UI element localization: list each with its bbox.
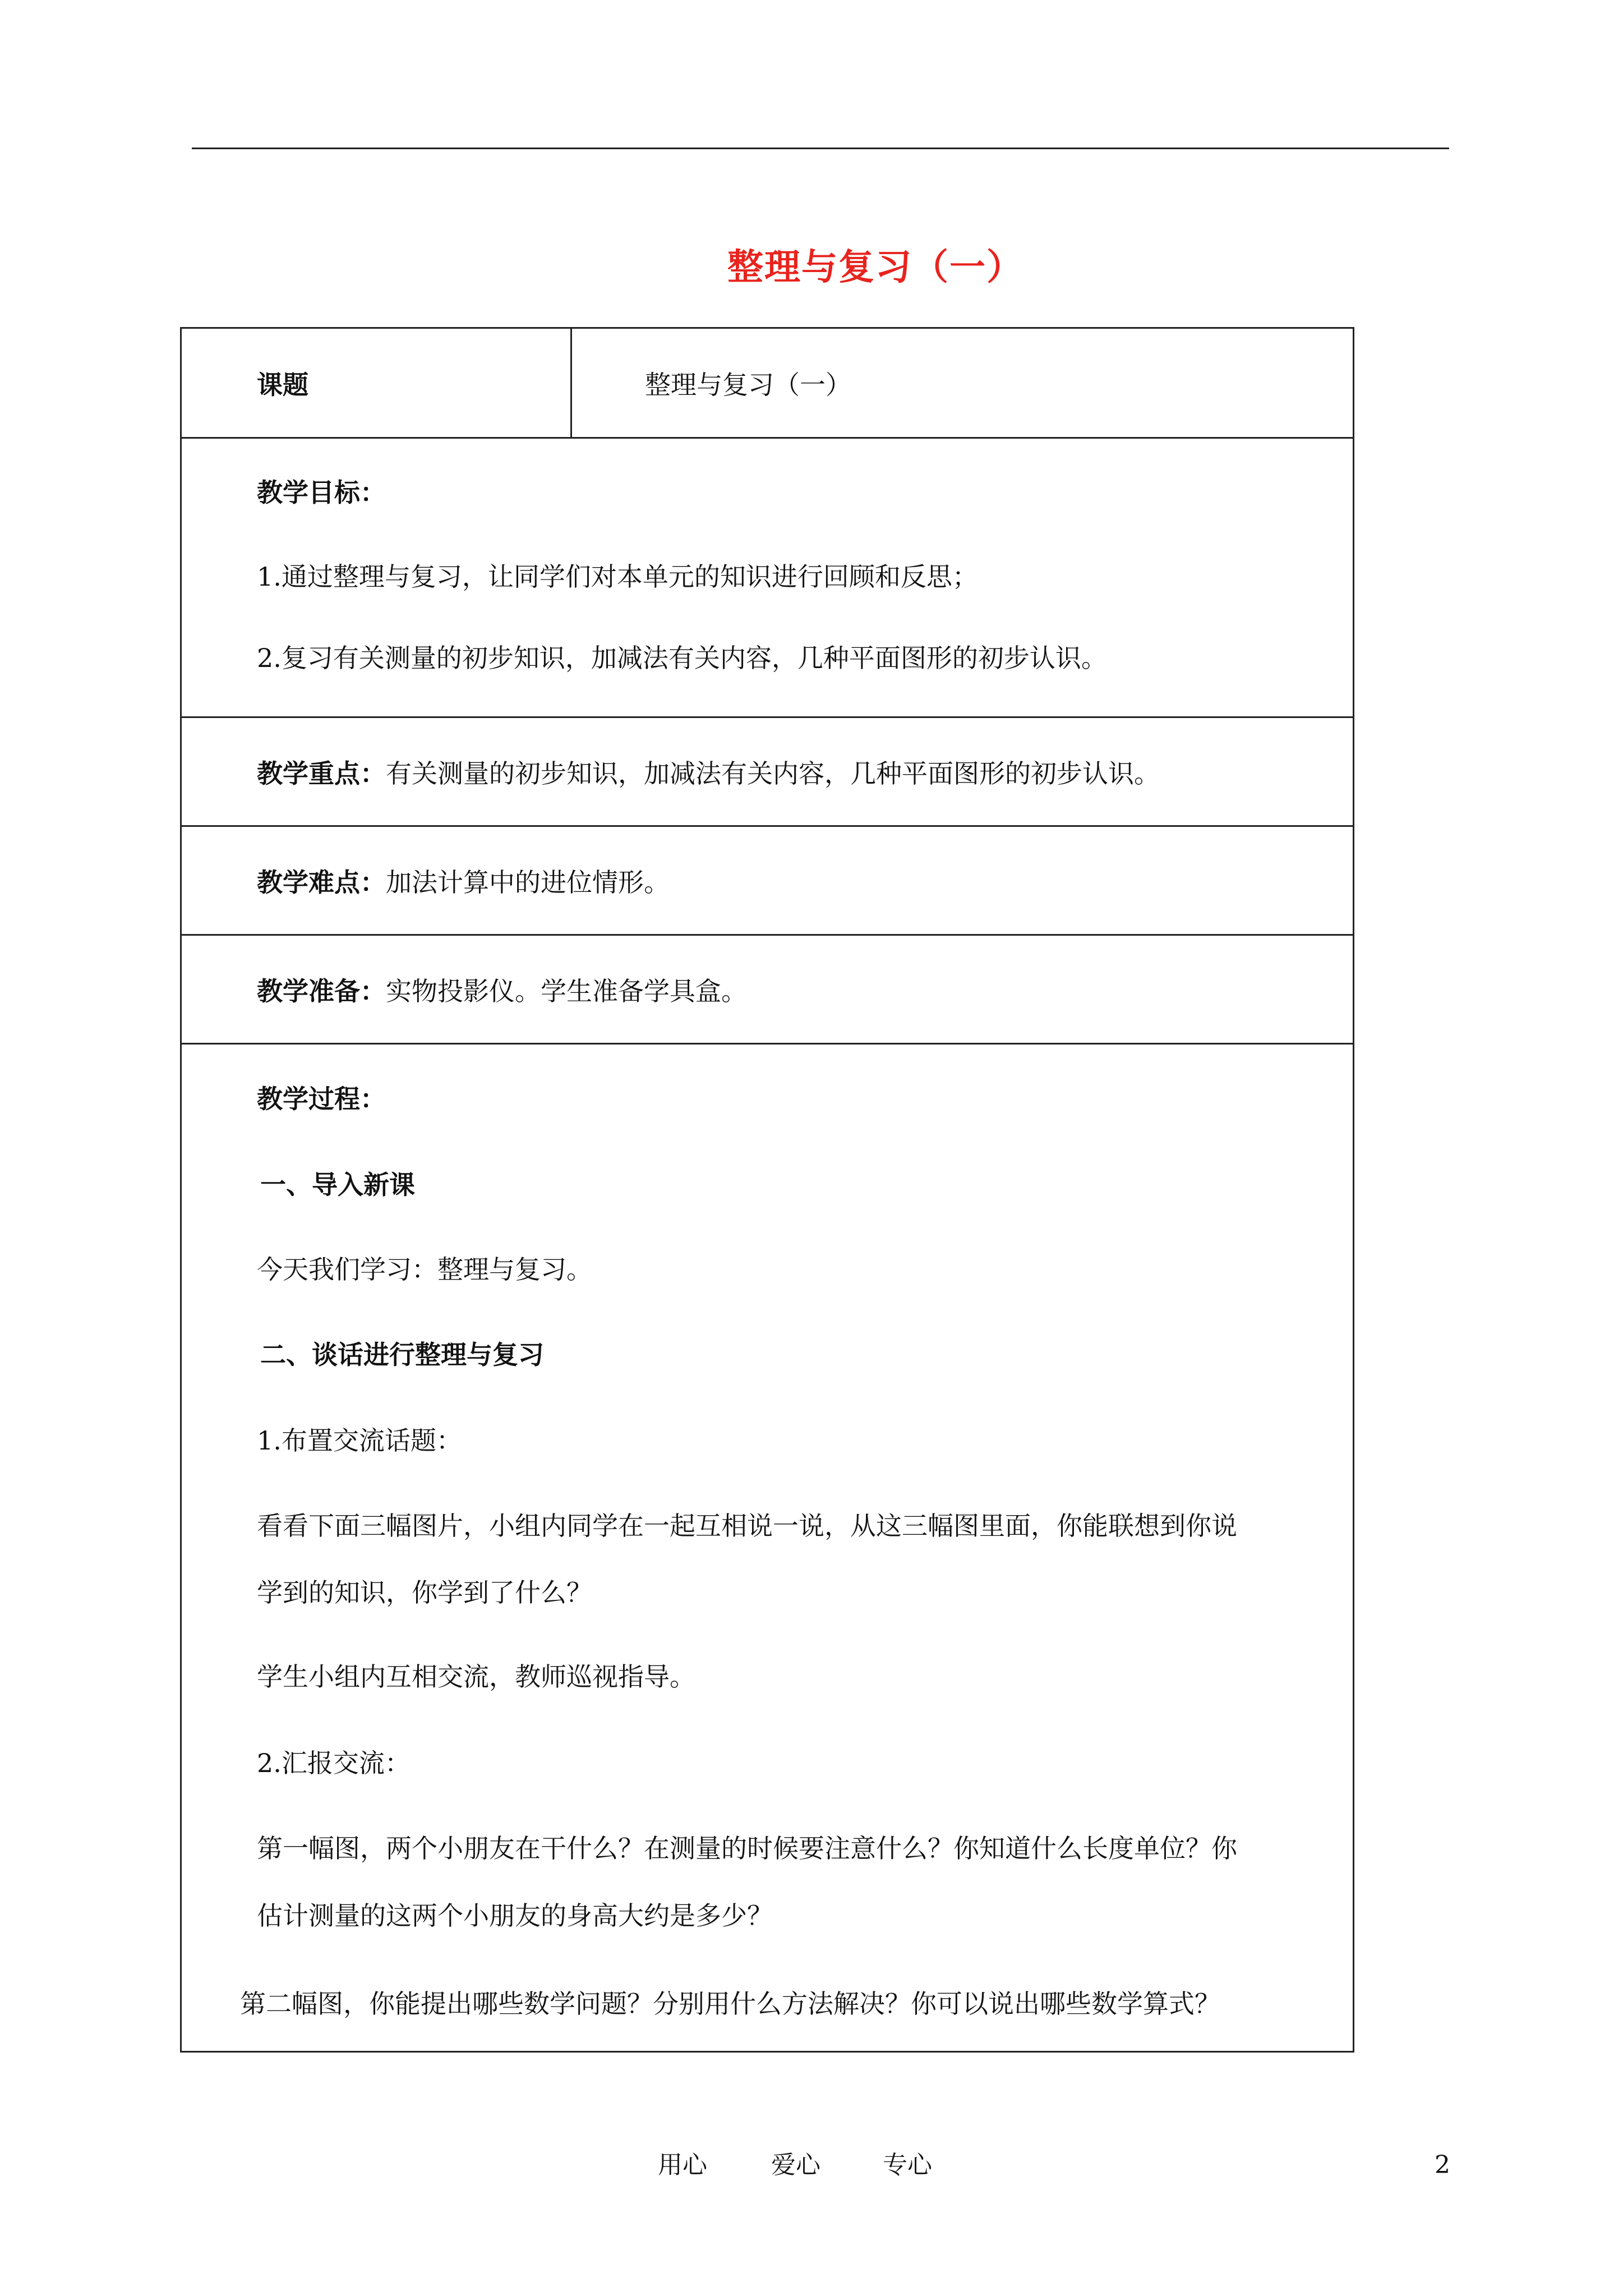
paragraph: 今天我们学习：整理与复习。: [257, 1254, 592, 1285]
topic-row: [182, 329, 1353, 439]
difficulty-row: [182, 827, 1353, 936]
page-title: 整理与复习（一）: [727, 247, 1023, 288]
preparation-label: 教学准备：: [257, 976, 386, 1006]
paragraph: 学到的知识，你学到了什么？: [257, 1577, 592, 1608]
preparation-text: 实物投影仪。学生准备学具盒。: [386, 976, 747, 1006]
goal-item: 1.通过整理与复习，让同学们对本单元的知识进行回顾和反思；: [257, 562, 978, 592]
goals-row: [182, 439, 1353, 718]
page-number: 2: [1435, 2151, 1450, 2179]
paragraph: 估计测量的这两个小朋友的身高大约是多少？: [257, 1901, 773, 1931]
paragraph: 第一幅图，两个小朋友在干什么？在测量的时候要注意什么？你知道什么长度单位？你: [257, 1833, 1237, 1864]
preparation-row: [182, 936, 1353, 1045]
footer-motto-item: 专心: [883, 2151, 932, 2179]
difficulty-label: 教学难点：: [257, 867, 386, 898]
step-title: 1.布置交流话题：: [257, 1425, 462, 1456]
header-rule: [192, 148, 1449, 149]
section-title: 二、谈话进行整理与复习: [260, 1340, 544, 1370]
paragraph: 第二幅图，你能提出哪些数学问题？分别用什么方法解决？你可以说出哪些数学算式？: [240, 1989, 1220, 2019]
key-point-text: 有关测量的初步知识，加减法有关内容，几种平面图形的初步认识。: [386, 758, 1160, 789]
paragraph: 看看下面三幅图片，小组内同学在一起互相说一说，从这三幅图里面，你能联想到你说: [257, 1511, 1237, 1541]
difficulty-text: 加法计算中的进位情形。: [386, 867, 670, 898]
footer-motto-item: 爱心: [771, 2151, 820, 2179]
goals-heading: 教学目标：: [257, 477, 386, 508]
lesson-plan-table: [180, 327, 1354, 2053]
step-title: 2.汇报交流：: [257, 1748, 411, 1778]
section-title: 一、导入新课: [260, 1170, 415, 1200]
topic-value: 整理与复习（一）: [645, 369, 851, 400]
footer-motto-item: 用心: [658, 2151, 707, 2179]
topic-label: 课题: [182, 329, 572, 437]
key-point-row: [182, 718, 1353, 827]
paragraph: 学生小组内互相交流，教师巡视指导。: [257, 1662, 695, 1692]
process-row: [182, 1045, 1353, 2051]
process-heading: 教学过程：: [257, 1084, 386, 1114]
goal-item: 2.复习有关测量的初步知识，加减法有关内容，几种平面图形的初步认识。: [257, 643, 1107, 673]
key-point-label: 教学重点：: [257, 758, 386, 789]
